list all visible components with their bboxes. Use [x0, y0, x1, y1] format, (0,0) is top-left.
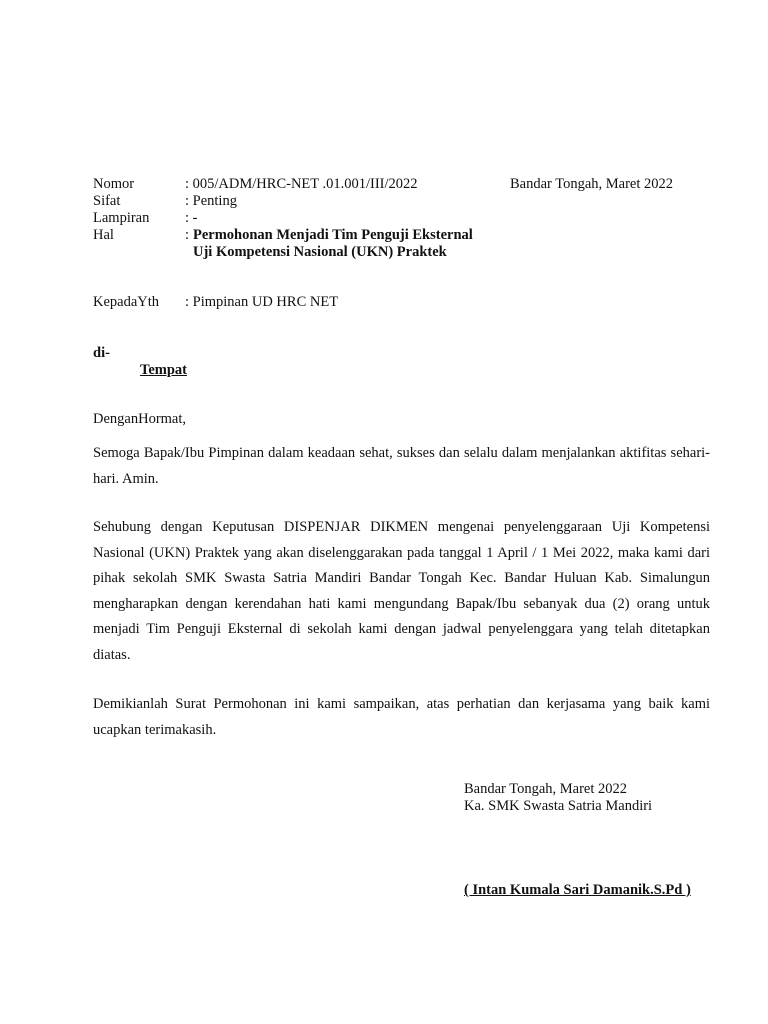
hal-subject-line2: Uji Kompetensi Nasional (UKN) Praktek	[193, 244, 447, 260]
greeting: DenganHormat,	[93, 411, 187, 427]
lampiran-value: : -	[185, 210, 198, 226]
header-place-date: Bandar Tongah, Maret 2022	[510, 176, 674, 192]
signature-place-date: Bandar Tongah, Maret 2022	[464, 781, 628, 797]
lampiran-label: Lampiran	[93, 210, 150, 226]
paragraph-closing: Demikianlah Surat Permohonan ini kami sampaikan, atas perhatian dan kerjasama yang baik kami ucapkan terimakasih.	[93, 696, 710, 738]
nomor-label: Nomor	[93, 176, 135, 192]
sifat-value: : Penting	[185, 193, 237, 209]
hal-label: Hal	[93, 227, 114, 243]
hal-colon: :	[185, 227, 190, 243]
recipient-value: : Pimpinan UD HRC NET	[185, 294, 339, 310]
signature-name: ( Intan Kumala Sari Damanik.S.Pd )	[464, 882, 691, 898]
paragraph-main: Sehubung dengan Keputusan DISPENJAR DIKMEN mengenai penyelenggaraan Uji Kompetensi Nasional (UKN) Praktek yang akan diselenggarakan pada tanggal 1 April / 1 Mei 2022, maka kami dari pihak sekolah SMK Swasta Satria Mandiri Bandar Tongah Kec. Bandar Huluan Kab. Simalungun mengharapkan dengan kerendahan hati kami mengundang Bapak/Ibu sebanyak dua (2) orang untuk menjadi Tim Penguji Eksternal di sekolah kami dengan jadwal penyelenggara yang telah ditetapkan diatas.	[93, 519, 710, 663]
recipient-tempat: Tempat	[140, 362, 187, 378]
recipient-label: KepadaYth	[93, 294, 160, 310]
paragraph-opening: Semoga Bapak/Ibu Pimpinan dalam keadaan sehat, sukses dan selalu dalam menjalankan aktifitas sehari-hari. Amin.	[93, 445, 710, 487]
hal-subject-line1: Permohonan Menjadi Tim Penguji Eksternal	[193, 227, 473, 243]
sifat-label: Sifat	[93, 193, 121, 209]
recipient-di: di-	[93, 345, 110, 361]
signature-position: Ka. SMK Swasta Satria Mandiri	[464, 798, 653, 814]
nomor-value: : 005/ADM/HRC-NET .01.001/III/2022	[185, 176, 418, 192]
